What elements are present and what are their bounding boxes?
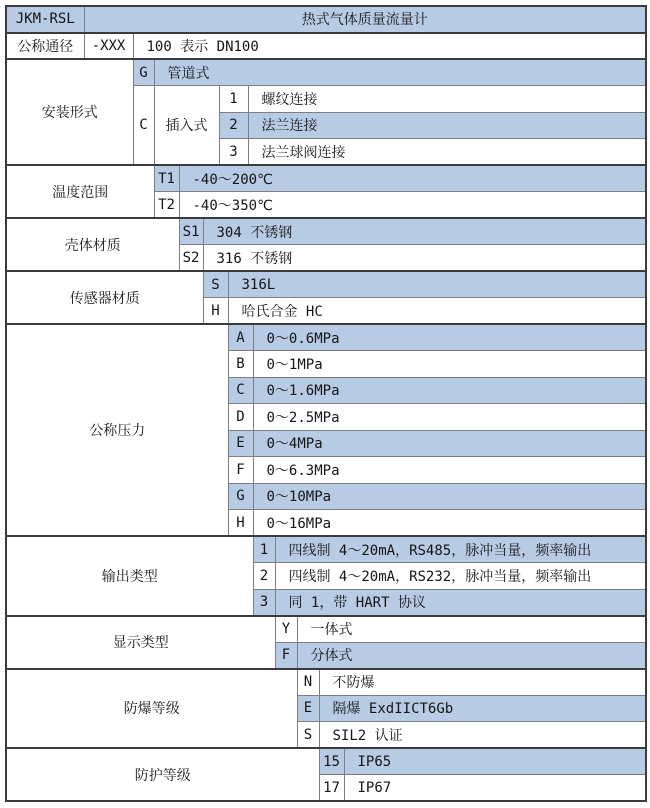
option-desc-cell: 100 表示 DN100 xyxy=(133,33,646,60)
section-label-diameter: 公称通径 xyxy=(6,33,84,60)
option-desc-cell: 316 不锈钢 xyxy=(203,245,646,272)
option-desc-cell: 0～2.5MPa xyxy=(253,404,646,431)
option-code-cell: 2 xyxy=(219,112,248,139)
section-label-display: 显示类型 xyxy=(6,616,275,669)
option-desc-cell: SIL2 认证 xyxy=(319,722,646,749)
option-code-cell: E xyxy=(228,430,253,457)
option-code-cell: H xyxy=(228,510,253,537)
section-label-protection: 防护等级 xyxy=(6,748,319,801)
insertion-type-cell: 插入式 xyxy=(154,86,219,166)
option-code-cell: 3 xyxy=(253,589,275,616)
option-desc-cell: 304 不锈钢 xyxy=(203,218,646,245)
option-desc-cell: 一体式 xyxy=(297,616,646,643)
option-desc-cell: 316L xyxy=(228,271,646,298)
option-code-cell: F xyxy=(228,457,253,484)
option-code-cell: G xyxy=(228,483,253,510)
option-desc-cell: -40～350℃ xyxy=(179,192,646,219)
option-code-cell: H xyxy=(203,298,228,325)
option-code-cell: G xyxy=(133,59,154,86)
option-code-cell: N xyxy=(297,669,319,696)
option-desc-cell: 0～1.6MPa xyxy=(253,377,646,404)
option-code-cell: 1 xyxy=(219,86,248,113)
option-code-cell: S2 xyxy=(179,245,203,272)
option-desc-cell: 分体式 xyxy=(297,642,646,669)
option-code-cell: E xyxy=(297,695,319,722)
option-desc-cell: 螺纹连接 xyxy=(248,86,646,113)
option-code-cell: 3 xyxy=(219,139,248,166)
section-label-temperature: 温度范围 xyxy=(6,165,154,218)
option-code-cell: 15 xyxy=(319,748,344,775)
page-title: 热式气体质量流量计 xyxy=(84,6,646,33)
option-code-cell: Y xyxy=(275,616,297,643)
option-code-cell: S xyxy=(297,722,319,749)
section-label-sensor: 传感器材质 xyxy=(6,271,203,324)
option-desc-cell: 0～1MPa xyxy=(253,351,646,378)
option-desc-cell: 0～0.6MPa xyxy=(253,324,646,351)
option-desc-cell: 隔爆 ExdIICT6Gb xyxy=(319,695,646,722)
option-desc-cell: 0～16MPa xyxy=(253,510,646,537)
option-code-cell: B xyxy=(228,351,253,378)
option-code-cell: T1 xyxy=(154,165,179,192)
option-desc-cell: 0～10MPa xyxy=(253,483,646,510)
section-label-install: 安装形式 xyxy=(6,59,133,165)
section-label-housing: 壳体材质 xyxy=(6,218,179,271)
option-code-cell: A xyxy=(228,324,253,351)
option-code-cell: 1 xyxy=(253,536,275,563)
option-code-cell: 17 xyxy=(319,775,344,802)
option-desc-cell: 同 1，带 HART 协议 xyxy=(275,589,646,616)
option-code-cell: F xyxy=(275,642,297,669)
option-desc-cell: -40～200℃ xyxy=(179,165,646,192)
option-code-cell: -XXX xyxy=(84,33,133,60)
option-code-cell: C xyxy=(133,86,154,166)
option-code-cell: S1 xyxy=(179,218,203,245)
spec-table xyxy=(5,5,647,802)
option-desc-cell: 四线制 4～20mA，RS485，脉冲当量，频率输出 xyxy=(275,536,646,563)
option-desc-cell: IP67 xyxy=(344,775,646,802)
option-desc-cell: 四线制 4～20mA，RS232，脉冲当量，频率输出 xyxy=(275,563,646,590)
option-desc-cell: 法兰连接 xyxy=(248,112,646,139)
option-desc-cell: IP65 xyxy=(344,748,646,775)
model-cell: JKM-RSL xyxy=(6,6,84,33)
option-desc-cell: 不防爆 xyxy=(319,669,646,696)
option-code-cell: T2 xyxy=(154,192,179,219)
section-label-explosion: 防爆等级 xyxy=(6,669,297,749)
option-code-cell: C xyxy=(228,377,253,404)
section-label-output: 输出类型 xyxy=(6,536,253,616)
option-code-cell: 2 xyxy=(253,563,275,590)
option-desc-cell: 管道式 xyxy=(154,59,646,86)
option-desc-cell: 0～4MPa xyxy=(253,430,646,457)
option-code-cell: D xyxy=(228,404,253,431)
option-desc-cell: 哈氏合金 HC xyxy=(228,298,646,325)
option-code-cell: S xyxy=(203,271,228,298)
option-desc-cell: 法兰球阀连接 xyxy=(248,139,646,166)
section-label-pressure: 公称压力 xyxy=(6,324,228,536)
option-desc-cell: 0～6.3MPa xyxy=(253,457,646,484)
